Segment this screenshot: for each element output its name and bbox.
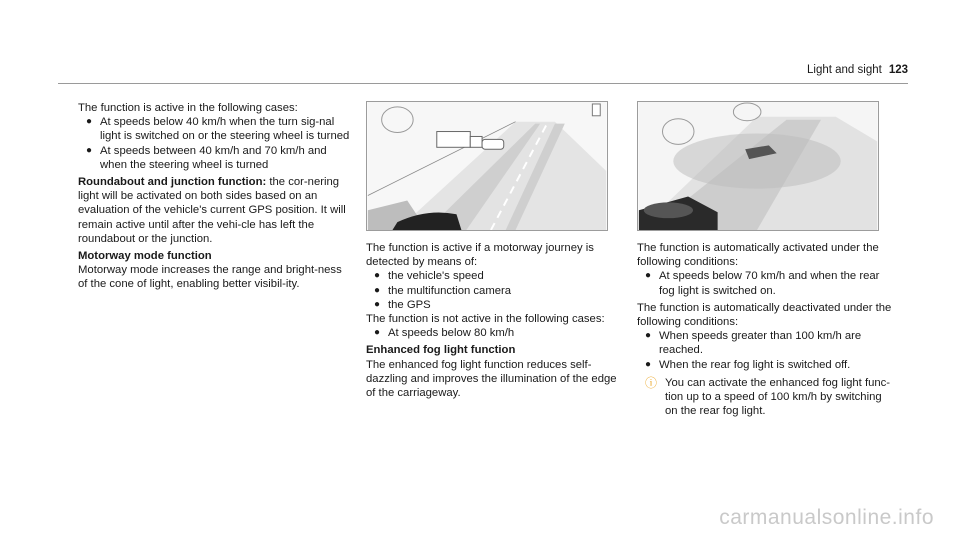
header-rule	[58, 83, 908, 84]
bullet-icon: ●	[645, 270, 652, 282]
bullet-icon: ●	[86, 116, 93, 128]
page-number: 123	[888, 64, 908, 76]
list-item: ● When speeds greater than 100 km/h are reached.	[645, 330, 862, 357]
bullet-icon: ●	[645, 358, 652, 370]
bullet-icon: ●	[645, 330, 652, 342]
column-2	[366, 101, 624, 400]
active-cases-intro: The function is active in the following cases:	[78, 102, 298, 114]
list-item: ● At speeds between 40 km/h and 70 km/h and when the steering wheel is turned	[86, 144, 327, 171]
deactivation-intro: The function is automatically deactivated under the following conditions:	[637, 301, 892, 329]
fog-heading: Enhanced fog light function	[366, 344, 516, 357]
column-1	[78, 101, 350, 292]
column-3	[637, 101, 897, 418]
motorway-text: Motorway mode increases the range and bright-ness of the cone of light, enabling better visibil-ity.	[78, 264, 342, 291]
activation-intro: The function is automatically activated under the following conditions:	[637, 242, 879, 269]
info-icon: ⓘ	[645, 375, 658, 390]
list-item: ● the multifunction camera	[374, 284, 512, 297]
list-item: ● At speeds below 80 km/h	[374, 327, 515, 340]
info-note: ⓘ You can activate the enhanced fog light func-tion up to a speed of 100 km/h by switching on the rear fog light.	[645, 375, 891, 418]
section-title: Light and sight	[807, 64, 882, 76]
bullet-icon: ●	[374, 327, 381, 339]
page-header	[807, 63, 908, 77]
inactive-intro: The function is not active in the following cases:	[366, 313, 605, 326]
list-item: ● the vehicle's speed	[374, 270, 484, 283]
watermark: carmanualsonline.info	[719, 505, 934, 529]
list-item: ● the GPS	[374, 298, 431, 311]
bullet-icon: ●	[374, 284, 381, 296]
motorway-detect-intro: The function is active if a motorway journey is detected by means of:	[366, 242, 594, 269]
roundabout-heading: Roundabout and junction function:	[78, 176, 267, 189]
list-item: ● When the rear fog light is switched off.	[645, 358, 851, 371]
fog-light-illustration	[637, 101, 879, 231]
list-item: ● At speeds below 40 km/h when the turn sig-nal light is switched on or the steering wheel is turned	[86, 116, 350, 143]
motorway-illustration	[366, 101, 608, 231]
list-item: ● At speeds below 70 km/h and when the rear fog light is switched on.	[645, 270, 880, 297]
bullet-icon: ●	[86, 144, 93, 156]
motorway-heading: Motorway mode function	[78, 250, 212, 263]
fog-text: The enhanced fog light function reduces self-dazzling and improves the illumination of the edge of the carriageway.	[366, 358, 617, 400]
bullet-icon: ●	[374, 298, 381, 310]
bullet-icon: ●	[374, 270, 381, 282]
roundabout-paragraph: Roundabout and junction function: the cor-nering light will be activated on both sides based on an evaluation of the vehicle's current GPS position. It will remain active until after the vehi-cle has left the roundabout or the junction.	[78, 176, 346, 245]
